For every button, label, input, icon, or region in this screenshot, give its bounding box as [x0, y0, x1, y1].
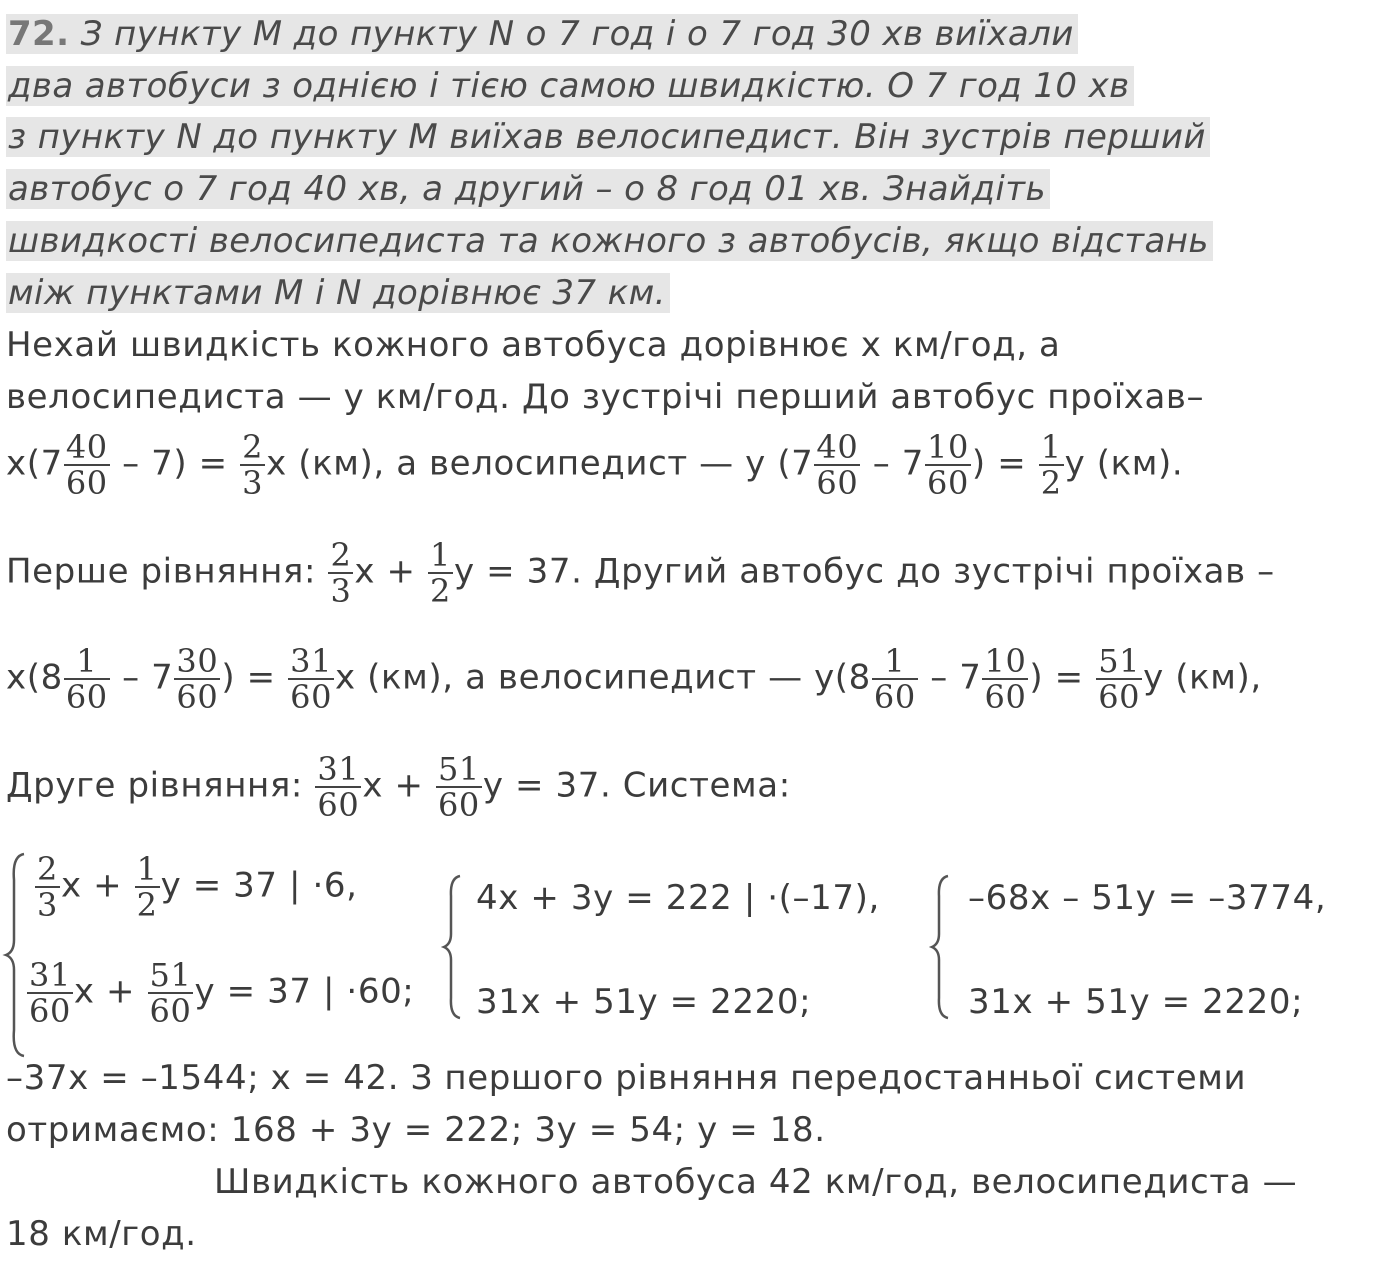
system-brace-3	[928, 872, 952, 1022]
solution-line-4: Перше рівняння: $\frac{2}{3}$ x + $\frac{1}{2}$ у = 37. Другий автобус до зустрічі проїхав –	[6, 536, 1275, 610]
fraction: $\frac{1}{2}$	[430, 536, 451, 610]
system-1-row-2: $\frac{31}{60}$ x + $\frac{51}{60}$ у = 37 | ·60;	[29, 956, 415, 1030]
fraction: $\frac{1}{60}$	[65, 642, 108, 716]
fraction: $\frac{51}{60}$	[1098, 642, 1141, 716]
fraction: $\frac{1}{60}$	[873, 642, 916, 716]
fraction: $\frac{31}{60}$	[290, 642, 333, 716]
fraction: $\frac{51}{60}$	[149, 956, 192, 1030]
task-text: З пункту M до пункту N о 7 год і о 7 год 30 хв виїхали	[80, 14, 1074, 54]
task-number: 72.	[8, 14, 70, 54]
fraction: $\frac{31}{60}$	[317, 750, 360, 824]
system-brace-2	[440, 872, 464, 1022]
solution-line-7: –37x = –1544; x = 42. З першого рівняння передостанньої системи	[6, 1058, 1247, 1098]
solution-line-2: велосипедиста — у км/год. До зустрічі перший автобус проїхав–	[6, 377, 1205, 417]
task-line-2: два автобуси з однією і тією самою швидкістю. О 7 год 10 хв	[6, 66, 1134, 106]
fraction: $\frac{30}{60}$	[176, 642, 219, 716]
answer-line-2: 18 км/год.	[6, 1214, 197, 1254]
system-3-row-2: 31x + 51у = 2220;	[968, 982, 1304, 1022]
answer-line-1: Швидкість кожного автобуса 42 км/год, велосипедиста —	[214, 1162, 1298, 1202]
fraction: $\frac{10}{60}$	[984, 642, 1027, 716]
fraction: $\frac{2}{3}$	[37, 850, 58, 924]
task-line-1	[6, 14, 1078, 54]
system-2-row-2: 31x + 51у = 2220;	[476, 982, 812, 1022]
fraction: $\frac{10}{60}$	[927, 428, 969, 502]
solution-line-5: x(8 $\frac{1}{60}$ – 7 $\frac{30}{60}$ ) = $\frac{31}{60}$ x (км), а велосипедист — у(8 $\frac{1}{60}$ – 7 $\frac{10}{60}$ ) = $\frac{51}{60}$ у (км),	[6, 642, 1262, 716]
solution-line-6: Друге рівняння: $\frac{31}{60}$ x + $\frac{51}{60}$ у = 37. Система:	[6, 750, 791, 824]
solution-line-3: x(7 $\frac{40}{60}$ – 7) = $\frac{2}{3}$ x (км), а велосипедист — у (7 $\frac{40}{60}$ – 7 $\frac{10}{60}$ ) = $\frac{1}{2}$ у (км).	[6, 428, 1184, 502]
task-line-5: швидкості велосипедиста та кожного з автобусів, якщо відстань	[6, 221, 1213, 261]
solution-line-1: Нехай швидкість кожного автобуса дорівнює x км/год, а	[6, 325, 1061, 365]
system-3-row-1: –68x – 51у = –3774,	[968, 878, 1327, 918]
fraction: $\frac{1}{2}$	[136, 850, 158, 924]
task-line-3: з пункту N до пункту M виїхав велосипедист. Він зустрів перший	[6, 117, 1210, 157]
fraction: $\frac{40}{60}$	[65, 428, 108, 502]
task-line-6: між пунктами M і N дорівнює 37 км.	[6, 273, 670, 313]
fraction: $\frac{2}{3}$	[242, 428, 264, 502]
fraction: $\frac{2}{3}$	[330, 536, 352, 610]
fraction: $\frac{1}{2}$	[1040, 428, 1062, 502]
system-1-row-1: $\frac{2}{3}$ x + $\frac{1}{2}$ у = 37 | ·6,	[37, 850, 358, 924]
system-2-row-1: 4x + 3у = 222 | ·(–17),	[476, 878, 880, 918]
fraction: $\frac{40}{60}$	[816, 428, 859, 502]
fraction: $\frac{51}{60}$	[437, 750, 480, 824]
fraction: $\frac{31}{60}$	[29, 956, 71, 1030]
system-brace-1	[2, 850, 28, 1060]
solution-line-8: отримаємо: 168 + 3у = 222; 3у = 54; у = 18.	[6, 1110, 826, 1150]
task-line-4: автобус о 7 год 40 хв, а другий – о 8 год 01 хв. Знайдіть	[6, 169, 1050, 209]
